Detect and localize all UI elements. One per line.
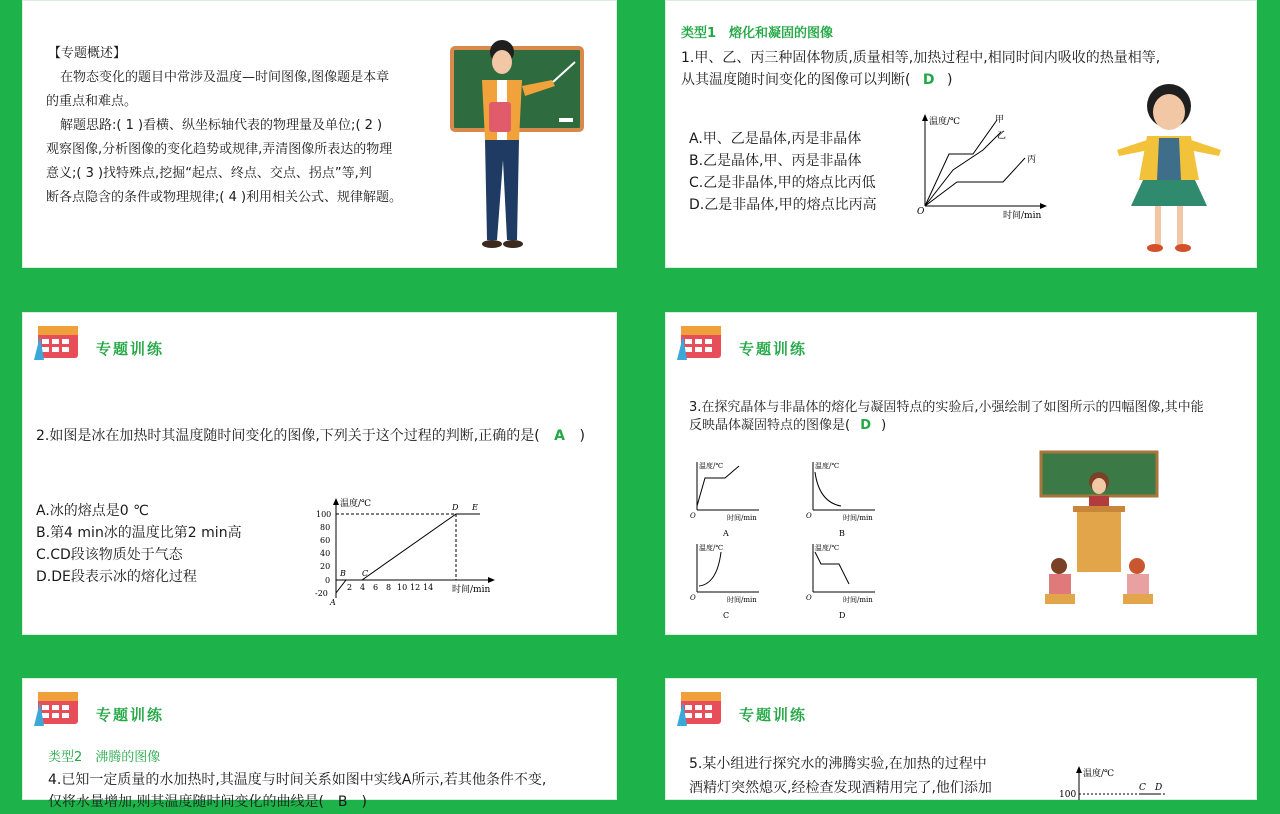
slide-question-1[interactable] xyxy=(665,0,1257,268)
q2-point-d: D xyxy=(452,503,459,512)
section-title: 专题训练 xyxy=(739,340,808,358)
section-title: 专题训练 xyxy=(96,340,165,358)
slide-question-3[interactable] xyxy=(665,312,1257,635)
slide-topic-overview[interactable] xyxy=(22,0,617,268)
q3-graph-b-xlabel: 时间/min xyxy=(843,514,873,522)
section-title: 专题训练 xyxy=(96,706,165,724)
q3-graph-b-label: B xyxy=(839,529,845,538)
q3-graph-d-xlabel: 时间/min xyxy=(843,596,873,604)
q4-line2: 仅将水量增加,则其温度随时间变化的曲线是( B ) xyxy=(48,794,367,810)
q3-stem: 反映晶体凝固特点的图像是( xyxy=(689,418,851,433)
q3-graph-d-origin: O xyxy=(806,594,812,602)
overview-para2-line4: 断各点隐含的条件或物理规律;( 4 )利用相关公式、规律解题。 xyxy=(46,190,403,205)
q2-xlabel: 时间/min xyxy=(452,585,491,595)
q1-option-b[interactable]: B.乙是晶体,甲、丙是非晶体 xyxy=(689,153,862,169)
q5-line1: 5.某小组进行探究水的沸腾实验,在加热的过程中 xyxy=(689,756,987,772)
q1-answer: D xyxy=(922,72,935,88)
q3-graph-c-origin: O xyxy=(690,594,696,602)
q1-line2 xyxy=(681,68,952,92)
overview-para2-line1: 解题思路:( 1 )看横、纵坐标轴代表的物理量及单位;( 2 ) xyxy=(60,118,383,133)
q3-graph-d-label: D xyxy=(839,611,846,620)
overview-heading: 【专题概述】 xyxy=(48,46,127,61)
q1-option-d[interactable]: D.乙是非晶体,甲的熔点比丙高 xyxy=(689,197,877,213)
q1-curve-a xyxy=(925,120,997,206)
q2-stem-text: 2.如图是冰在加热时其温度随时间变化的图像,下列关于这个过程的判断,正确的是( xyxy=(36,428,540,444)
q2-ytick-minus20: -20 xyxy=(315,589,328,598)
calendar-icon xyxy=(675,688,727,728)
q2-xtick-6: 6 xyxy=(373,583,379,592)
calendar-icon xyxy=(675,322,727,362)
q3-answer: D xyxy=(860,418,872,433)
calendar-icon xyxy=(32,322,84,362)
q3-graph-c-ylabel: 温度/℃ xyxy=(699,544,724,552)
q3-line1: 3.在探究晶体与非晶体的熔化与凝固特点的实验后,小强绘制了如图所示的四幅图像,其中能 xyxy=(689,400,1204,415)
q5-point-c: C xyxy=(1139,783,1146,793)
q3-graph-b xyxy=(806,461,875,538)
q1-ylabel: 温度/℃ xyxy=(929,117,961,127)
q1-xlabel: 时间/min xyxy=(1003,211,1042,221)
q5-ytick-100: 100 xyxy=(1059,790,1077,800)
q5-point-d: D xyxy=(1155,783,1163,793)
q3-graph-c-label: C xyxy=(723,611,730,620)
q2-answer: A xyxy=(554,428,566,444)
q4-line1: 4.已知一定质量的水加热时,其温度与时间关系如图中实线A所示,若其他条件不变, xyxy=(48,772,547,788)
q1-curve-a-label: 甲 xyxy=(995,115,1005,125)
q2-option-d[interactable]: D.DE段表示冰的熔化过程 xyxy=(36,569,197,585)
q2-ytick-80: 80 xyxy=(320,523,331,532)
teacher-illustration xyxy=(447,40,587,255)
q3-close-paren: ) xyxy=(881,418,887,433)
q2-point-b: B xyxy=(340,569,346,578)
q3-graph-b-ylabel: 温度/℃ xyxy=(815,462,840,470)
q3-graph-d-ylabel: 温度/℃ xyxy=(815,544,840,552)
q2-close-paren: ) xyxy=(579,428,585,444)
q1-graph xyxy=(913,110,1053,222)
q2-xtick-12: 12 xyxy=(410,583,421,592)
q1-curve-c-label: 丙 xyxy=(1027,155,1037,165)
calendar-icon xyxy=(32,688,84,728)
q1-curve-b xyxy=(925,132,1001,206)
q1-line1: 1.甲、乙、丙三种固体物质,质量相等,加热过程中,相同时间内吸收的热量相等, xyxy=(681,50,1161,66)
q1-option-c[interactable]: C.乙是非晶体,甲的熔点比丙低 xyxy=(689,175,876,191)
q3-graph-a-ylabel: 温度/℃ xyxy=(699,462,724,470)
type1-title: 类型1 熔化和凝固的图像 xyxy=(681,26,834,41)
q2-xtick-4: 4 xyxy=(360,583,366,592)
q1-curve-c xyxy=(925,158,1025,206)
q2-xtick-8: 8 xyxy=(386,583,392,592)
q3-graph-a-origin: O xyxy=(690,512,696,520)
q3-graph-d xyxy=(806,543,875,620)
slide-question-4[interactable] xyxy=(22,678,617,810)
q3-graph-a-xlabel: 时间/min xyxy=(727,514,757,522)
slide-question-5[interactable] xyxy=(665,678,1257,800)
q2-xtick-14: 14 xyxy=(423,583,434,592)
q1-stem: 从其温度随时间变化的图像可以判断( xyxy=(681,72,911,88)
q2-stem xyxy=(36,424,585,448)
q2-option-c[interactable]: C.CD段该物质处于气态 xyxy=(36,547,183,563)
section-title: 专题训练 xyxy=(739,706,808,724)
overview-para2-line2: 观察图像,分析图像的变化趋势或规律,弄清图像所表达的物理 xyxy=(46,142,393,157)
overview-para1-line2: 的重点和难点。 xyxy=(46,94,138,109)
q3-graphs xyxy=(689,458,899,628)
slide-question-2[interactable] xyxy=(22,312,617,635)
q3-line2 xyxy=(689,414,886,438)
q5-graph xyxy=(1049,764,1169,800)
section-header xyxy=(675,322,875,372)
q2-curve xyxy=(336,514,480,593)
q2-ytick-20: 20 xyxy=(320,562,331,571)
q2-point-c: C xyxy=(362,569,369,578)
q2-point-a: A xyxy=(330,598,336,607)
overview-para1-line1: 在物态变化的题目中常涉及温度—时间图像,图像题是本章 xyxy=(60,70,390,85)
q1-close-paren: ) xyxy=(947,72,953,88)
classroom-illustration xyxy=(1041,450,1159,610)
q2-ytick-60: 60 xyxy=(320,536,331,545)
q1-origin: O xyxy=(917,207,925,217)
q2-ylabel: 温度/℃ xyxy=(340,499,372,509)
girl-illustration xyxy=(1113,80,1225,260)
q2-option-b[interactable]: B.第4 min冰的温度比第2 min高 xyxy=(36,525,242,541)
q3-graph-b-origin: O xyxy=(806,512,812,520)
q1-option-a[interactable]: A.甲、乙是晶体,丙是非晶体 xyxy=(689,131,862,147)
q3-graph-c-xlabel: 时间/min xyxy=(727,596,757,604)
q2-point-e: E xyxy=(472,503,478,512)
q2-ytick-40: 40 xyxy=(320,549,331,558)
section-header xyxy=(675,688,875,738)
q5-ylabel: 温度/℃ xyxy=(1083,769,1115,779)
q2-ytick-0: 0 xyxy=(325,576,331,585)
q2-xtick-2: 2 xyxy=(347,583,353,592)
section-header xyxy=(32,322,232,372)
q3-graph-a xyxy=(690,461,759,538)
q2-ytick-100: 100 xyxy=(316,510,332,519)
q2-graph xyxy=(312,492,512,612)
q2-xtick-10: 10 xyxy=(397,583,408,592)
section-header xyxy=(32,688,232,738)
overview-para2-line3: 意义;( 3 )找特殊点,挖掘“起点、终点、交点、拐点”等,判 xyxy=(46,166,372,181)
type2-title: 类型2 沸腾的图像 xyxy=(48,750,161,765)
q3-graph-c xyxy=(690,543,759,620)
q5-line2: 酒精灯突然熄灭,经检查发现酒精用完了,他们添加 xyxy=(689,780,992,796)
q2-option-a[interactable]: A.冰的熔点是0 ℃ xyxy=(36,503,149,519)
q3-graph-a-label: A xyxy=(723,529,729,538)
q1-curve-b-label: 乙 xyxy=(997,131,1007,141)
